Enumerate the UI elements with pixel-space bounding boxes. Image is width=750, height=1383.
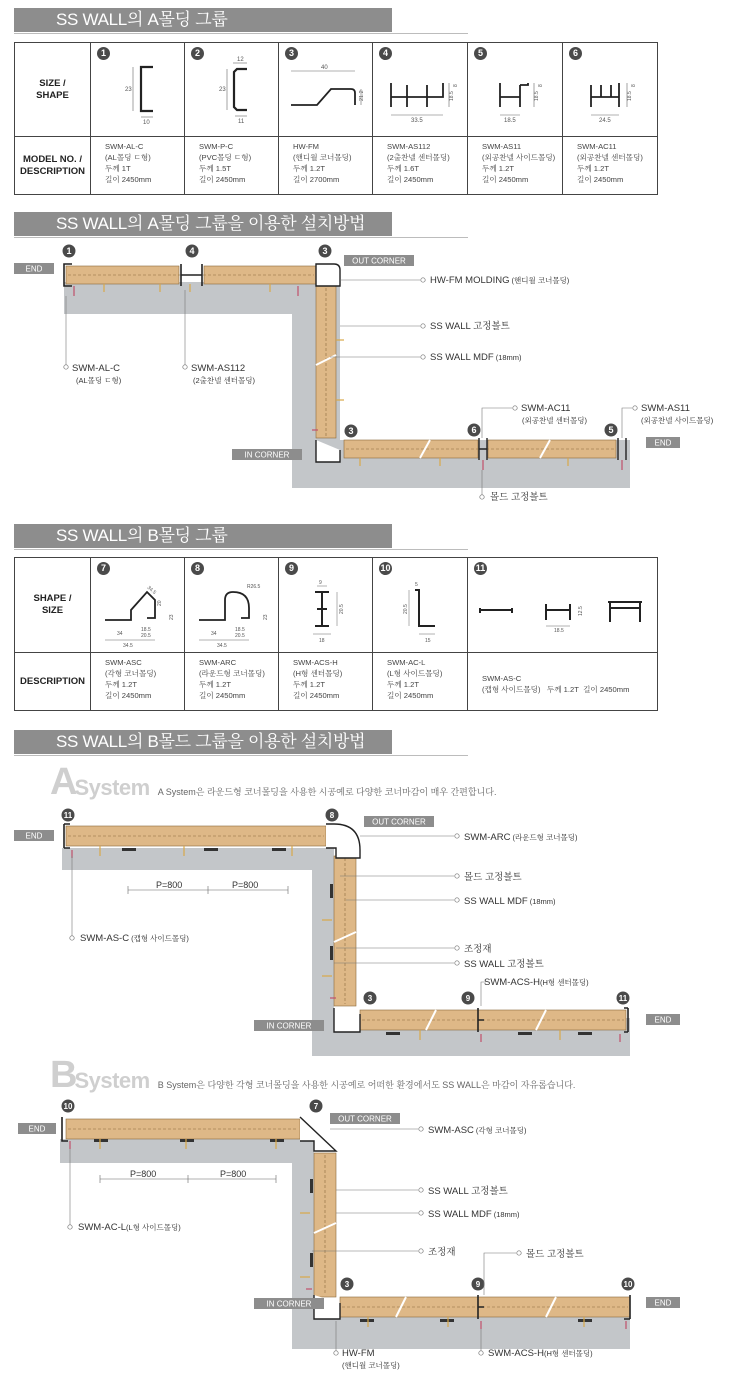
shape-cell-7 [91, 558, 185, 653]
item-number-badge: 10 [380, 563, 391, 573]
pitch-label: P=800 [220, 1169, 247, 1179]
svg-text:34: 34 [210, 631, 217, 637]
item-number-badge: 9 [285, 562, 298, 575]
label-mdf: SS WALL MDF (18mm) [430, 352, 522, 363]
end-tag-label: END [654, 1298, 672, 1308]
label-mdf: SS WALL MDF (18mm) [464, 896, 556, 907]
desc-cell-9: SWM-ACS-H (H형 센터몰딩) 두께 1.2T 길이 2450mm [279, 653, 373, 711]
as112-profile-drawing [377, 61, 463, 127]
section-banner-a-group: SS WALL의 A몰딩 그룹 [14, 8, 392, 32]
label-acs-h: SWM-ACS-H(H형 센터몰딩) [484, 977, 589, 988]
desc-cell-5: SWM-AS11 (외공찬넬 사이드몰딩) 두께 1.2T 길이 2450mm [468, 137, 563, 195]
out-corner-label: OUT CORNER [372, 817, 426, 827]
label-hwfm: HW-FM MOLDING (핸디월 코너몰딩) [430, 275, 570, 286]
a-system-diagram [0, 800, 750, 1060]
desc-cell-8: SWM-ARC (라운드형 코너몰딩) 두께 1.2T 길이 2450mm [185, 653, 279, 711]
banner-rule [14, 549, 468, 550]
shape-cell-3 [279, 43, 373, 137]
shape-cell-9 [279, 558, 373, 653]
label-bolt: SS WALL 고정볼트 [428, 1186, 508, 1197]
label-ac11: SWM-AC11 [521, 403, 571, 414]
b-system-word: System [74, 1068, 150, 1093]
svg-text:10: 10 [142, 120, 150, 126]
out-corner-label: OUT CORNER [338, 1114, 392, 1124]
svg-text:12: 12 [236, 57, 244, 63]
end-tag-label: END [654, 1015, 672, 1025]
b-group-spec-table [14, 557, 658, 711]
svg-text:11: 11 [63, 811, 73, 820]
item-number-badge: 11 [475, 563, 486, 573]
svg-text:20.5: 20.5 [140, 633, 151, 639]
b-system-heading [50, 1054, 576, 1096]
svg-text:8: 8 [329, 811, 335, 820]
a-install-diagram [0, 240, 750, 510]
desc-cell-1: SWM-AL-C (AL몰딩 ㄷ형) 두께 1T 길이 2450mm [91, 137, 185, 195]
item-number-badge: 2 [191, 47, 204, 60]
pitch-label: P=800 [156, 880, 183, 890]
label-arc: SWM-ARC (라운드형 코너몰딩) [464, 832, 578, 843]
item-number-badge: 8 [191, 562, 204, 575]
a-group-spec-table [14, 42, 658, 195]
svg-text:23: 23 [218, 87, 226, 93]
svg-text:33.5: 33.5 [411, 118, 423, 124]
acs-h-profile-drawing [283, 576, 369, 650]
svg-text:18: 18 [318, 638, 325, 644]
label-adjuster: 조정재 [464, 944, 492, 955]
label-as112-sub: (2출찬넬 센터몰딩) [193, 376, 255, 385]
desc-cell-7: SWM-ASC (각형 코너몰딩) 두께 1.2T 길이 2450mm [91, 653, 185, 711]
svg-text:11: 11 [237, 119, 244, 125]
svg-text:40: 40 [320, 65, 328, 71]
shape-cell-5 [468, 43, 563, 137]
svg-text:34.5: 34.5 [122, 643, 133, 649]
item-number-badge: 7 [97, 562, 110, 575]
item-number-badge: 5 [474, 47, 487, 60]
label-ac-l: SWM-AC-L(L형 사이드몰딩) [78, 1222, 181, 1233]
pitch-label: P=800 [232, 880, 259, 890]
svg-text:18.5: 18.5 [627, 91, 633, 101]
asc-profile-drawing [95, 576, 181, 650]
svg-text:11: 11 [618, 994, 628, 1003]
label-bolt: SS WALL 고정볼트 [430, 321, 510, 332]
shape-size-header: SHAPE / SIZE [15, 558, 91, 653]
item-number-badge: 4 [379, 47, 392, 60]
label-al-c: SWM-AL-C [72, 363, 121, 374]
svg-text:3: 3 [367, 994, 373, 1003]
pitch-label: P=800 [130, 1169, 157, 1179]
svg-text:8: 8 [631, 84, 637, 87]
mdf-panel [66, 266, 179, 284]
svg-text:10: 10 [623, 1280, 633, 1289]
svg-text:4: 4 [189, 246, 195, 256]
end-tag-label: END [654, 438, 672, 448]
label-acs-h: SWM-ACS-H(H형 센터몰딩) [488, 1348, 593, 1359]
al-c-profile-drawing [103, 61, 173, 127]
label-hw-fm-sub: (핸디월 코너몰딩) [342, 1361, 400, 1370]
pitch-dimension [128, 886, 288, 894]
hw-fm-molding [316, 264, 340, 286]
label-mold-bolt: 몰드 고정볼트 [464, 872, 522, 883]
desc-cell-4: SWM-AS112 (2출찬넬 센터몰딩) 두께 1.6T 길이 2450mm [373, 137, 468, 195]
svg-text:10: 10 [63, 1102, 73, 1111]
item-number-badge: 3 [285, 47, 298, 60]
end-tag-label: END [25, 264, 43, 274]
a-system-heading [50, 761, 497, 803]
label-mdf: SS WALL MDF (18mm) [428, 1209, 520, 1220]
section-banner-b-group: SS WALL의 B몰딩 그룹 [14, 524, 392, 548]
svg-text:18.5: 18.5 [140, 627, 151, 633]
label-bolt: SS WALL 고정볼트 [464, 959, 544, 970]
svg-text:20: 20 [156, 600, 163, 606]
description-header: DESCRIPTION [15, 653, 91, 711]
svg-text:21.2: 21.2 [358, 90, 365, 101]
svg-text:23: 23 [124, 87, 132, 93]
label-hw-fm: HW-FM [342, 1348, 375, 1359]
svg-text:18.5: 18.5 [234, 627, 245, 633]
desc-cell-3: HW-FM (핸디월 코너몰딩) 두께 1.2T 길이 2700mm [279, 137, 373, 195]
label-as11-sub: (외공찬넬 사이드몰딩) [641, 416, 714, 425]
svg-text:20.5: 20.5 [403, 604, 409, 614]
svg-text:18.5: 18.5 [449, 91, 455, 101]
svg-text:34.5: 34.5 [145, 584, 157, 596]
pitch-dimension [100, 1175, 276, 1183]
svg-text:18.5: 18.5 [534, 91, 540, 101]
pvc-c-profile-drawing [197, 57, 267, 127]
model-description-header: MODEL NO. / DESCRIPTION [15, 137, 91, 195]
label-adjuster: 조정재 [428, 1247, 456, 1258]
section-banner-b-install: SS WALL의 B몰드 그룹을 이용한 설치방법 [14, 730, 392, 754]
b-system-description: B System은 다양한 각형 코너몰딩을 사용한 시공예로 어떠한 환경에서도 SS WALL은 마감이 자유롭습니다. [157, 1080, 576, 1090]
banner-rule [14, 237, 468, 238]
a-system-description: A System은 라운드형 코너몰딩을 사용한 시공예로 다양한 코너마감이 매우 간편합니다. [157, 787, 497, 797]
desc-cell-2: SWM-P-C (PVC몰딩 ㄷ형) 두께 1.5T 길이 2450mm [185, 137, 279, 195]
svg-text:1: 1 [66, 246, 72, 256]
svg-text:20.5: 20.5 [338, 604, 345, 614]
svg-text:9: 9 [465, 994, 471, 1003]
shape-cell-8 [185, 558, 279, 653]
desc-cell-6: SWM-AC11 (외공찬넬 센터몰딩) 두께 1.2T 길이 2450mm [563, 137, 658, 195]
label-ac11-sub: (외공찬넬 센터몰딩) [522, 416, 588, 425]
svg-text:18.5: 18.5 [553, 628, 564, 634]
svg-text:3: 3 [322, 246, 328, 256]
svg-text:7: 7 [313, 1102, 319, 1111]
svg-text:3: 3 [344, 1280, 350, 1289]
b-system-diagram [0, 1093, 750, 1383]
desc-cell-11: SWM-AS-C (캡형 사이드몰딩) 두께 1.2T 길이 2450mm [468, 653, 658, 711]
svg-text:15: 15 [425, 638, 431, 644]
svg-text:R26.5: R26.5 [246, 584, 260, 590]
svg-text:5: 5 [608, 425, 614, 435]
shape-cell-10 [373, 558, 468, 653]
ac11-profile-drawing [567, 61, 653, 127]
ac-l-profile-drawing [377, 576, 463, 650]
a-system-big-letter: A [50, 761, 77, 803]
desc-cell-10: SWM-AC-L (L형 사이드몰딩) 두께 1.2T 길이 2450mm [373, 653, 468, 711]
section-banner-a-install: SS WALL의 A몰딩 그룹을 이용한 설치방법 [14, 212, 392, 236]
label-as-c: SWM-AS-C (캡형 사이드몰딩) [80, 933, 189, 944]
svg-text:8: 8 [538, 84, 544, 87]
as11-profile-drawing [472, 61, 558, 127]
label-asc: SWM-ASC (각형 코너몰딩) [428, 1125, 527, 1136]
item-number-badge: 1 [97, 47, 110, 60]
svg-text:34: 34 [116, 631, 123, 637]
svg-text:3: 3 [348, 426, 354, 436]
svg-text:23: 23 [168, 614, 175, 620]
in-corner-label: IN CORNER [244, 450, 290, 460]
hw-fm-profile-drawing [283, 61, 369, 127]
in-corner-label: IN CORNER [266, 1299, 312, 1309]
as-c-profile-drawing [470, 576, 656, 650]
svg-text:9: 9 [318, 580, 322, 586]
svg-text:9: 9 [475, 1280, 481, 1289]
hw-fm-molding [334, 1008, 360, 1032]
label-mold-bolt: 몰드 고정볼트 [490, 492, 548, 503]
svg-text:18.5: 18.5 [504, 118, 516, 124]
svg-text:8: 8 [453, 84, 459, 87]
banner-rule [14, 755, 468, 756]
end-tag-label: END [25, 831, 43, 841]
svg-text:6: 6 [471, 425, 477, 435]
svg-text:34.5: 34.5 [216, 643, 227, 649]
out-corner-label: OUT CORNER [352, 256, 406, 266]
svg-text:24.5: 24.5 [599, 118, 611, 124]
label-as11: SWM-AS11 [641, 403, 690, 414]
svg-text:20.5: 20.5 [234, 633, 245, 639]
svg-text:12.5: 12.5 [577, 606, 584, 616]
svg-text:23: 23 [262, 614, 269, 620]
svg-text:5: 5 [415, 582, 418, 588]
label-as112: SWM-AS112 [191, 363, 246, 374]
shape-cell-11 [468, 558, 658, 653]
shape-cell-4 [373, 43, 468, 137]
shape-cell-6 [563, 43, 658, 137]
in-corner-label: IN CORNER [266, 1021, 312, 1031]
size-shape-header: SIZE / SHAPE [15, 43, 91, 137]
label-mold-bolt: 몰드 고정볼트 [526, 1249, 584, 1260]
a-system-word: System [74, 775, 150, 800]
end-tag-label: END [28, 1124, 46, 1134]
shape-cell-2 [185, 43, 279, 137]
shape-cell-1 [91, 43, 185, 137]
item-number-badge: 6 [569, 47, 582, 60]
label-al-c-sub: (AL몰딩 ㄷ형) [76, 376, 122, 385]
b-system-big-letter: B [50, 1054, 77, 1096]
banner-rule [14, 33, 468, 34]
arc-profile-drawing [189, 576, 275, 650]
